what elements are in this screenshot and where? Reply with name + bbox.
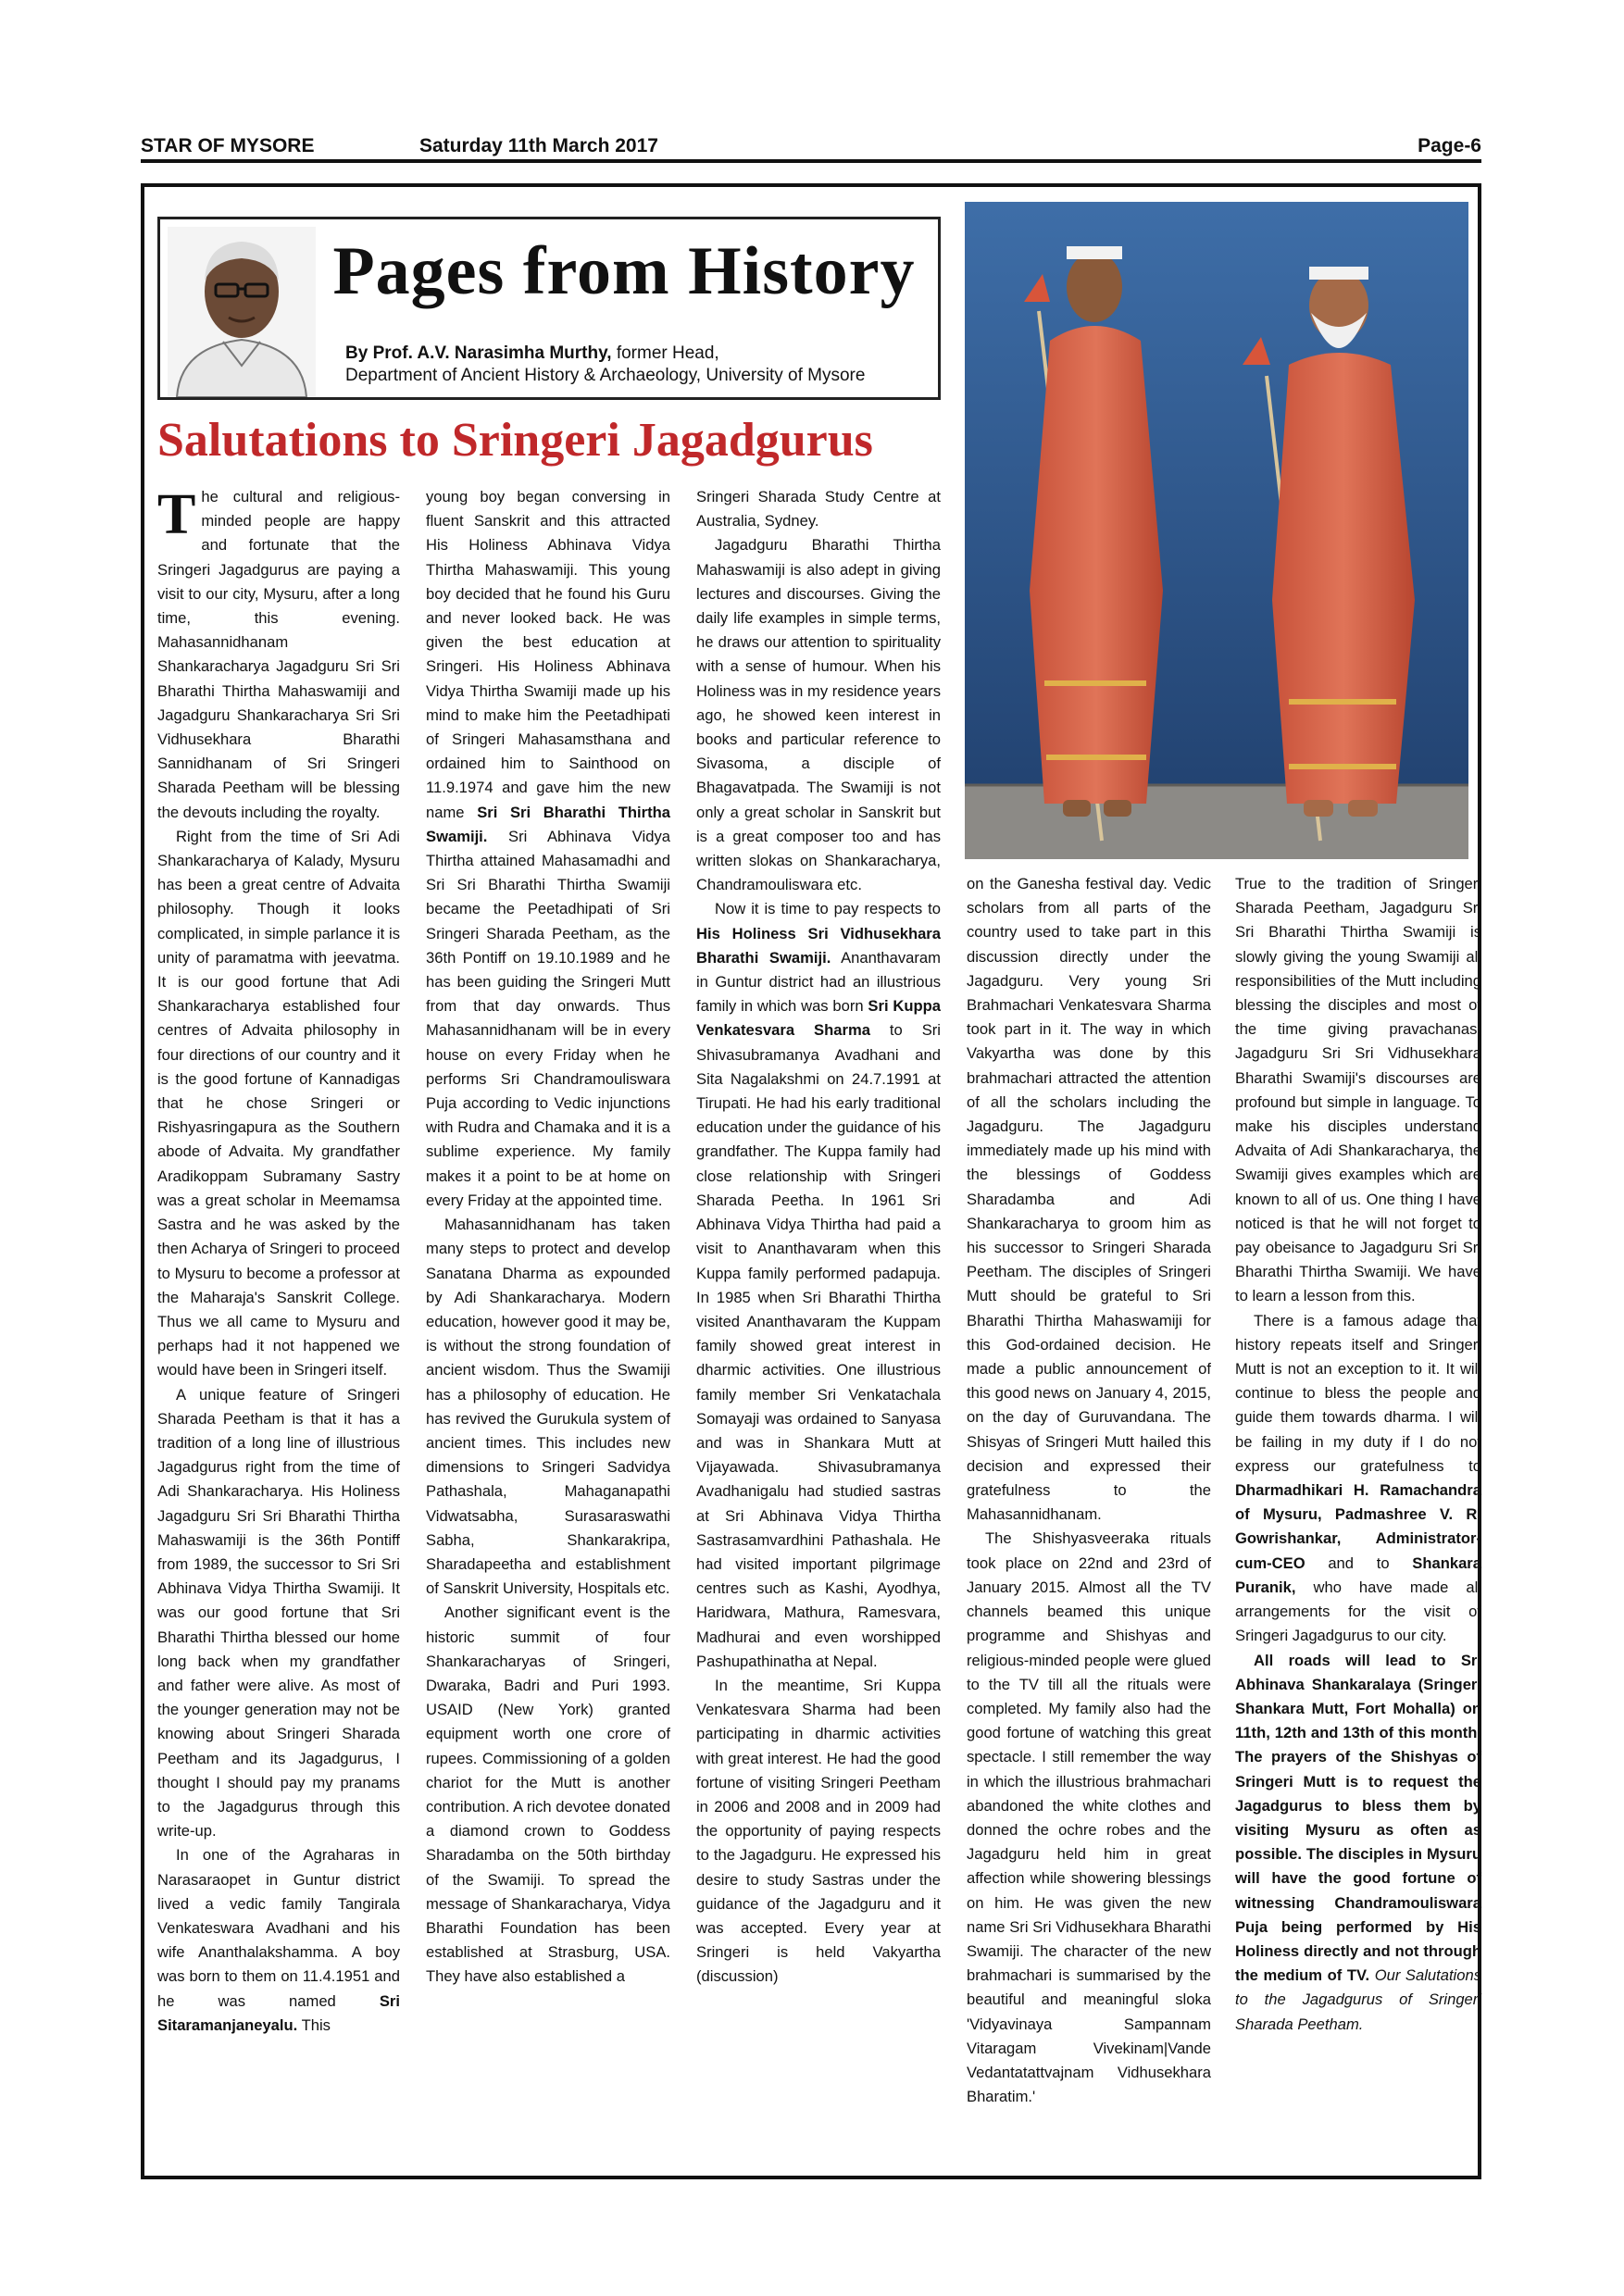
paragraph: Mahasannidhanam has taken many steps to protect and develop Sanatana Dharma as expounded by Adi Shankaracharya. Modern education, however good it may be, is without the strong foundation of ancient wisdom. Thus the Swamiji has a philosophy of education. He has revived the Gurukula system of ancient times. This includes new dimensions to Sringeri Sadvidya Pathashala, Mahaganapathi Vidwatsabha, Surasaraswathi Sabha, Shankarakripa, Sharadapeetha and establishment of Sanskrit University, Hospitals etc. (426, 1216, 670, 1598)
article-column-4 (967, 872, 1211, 2109)
author-portrait (168, 227, 316, 397)
article-column-1 (157, 485, 400, 2038)
page-number: Page-6 (1418, 135, 1481, 156)
paragraph: There is a famous adage that history repeats itself and Sringeri Mutt is not an exception to it. It will continue to bless the people and guide them towards dharma. I will be failing in my duty if I do not express our gratefulness to Dharmadhikari H. Ramachandra of Mysuru, Padmashree V. R. Gowrishankar, Administrator-cum-CEO and to Shankara Puranik, who have made all arrangements for the visit of Sringeri Jagadgurus to our city. (1235, 1311, 1481, 1645)
paragraph: Sringeri Sharada Study Centre at Australia, Sydney. (696, 488, 941, 530)
paragraph: Jagadguru Bharathi Thirtha Mahaswamiji is also adept in giving lectures and discourses. Giving the daily life examples in simple terms, he draws our attention to spirituality with a sense of humour. When his Holiness was in my residence years ago, he showed keen interest in books and particular reference to Sivasoma, a disciple of Bhagavatpada. The Swamiji is not only a great scholar in Sanskrit but is a great composer too and has written slokas on Shankaracharya, Chandramouliswara etc. (696, 536, 941, 894)
paragraph: In the meantime, Sri Kuppa Venkatesvara Sharma had been participating in dharmic activities with great interest. He had the good fortune of visiting Sringeri Peetham in 2006 and 2008 and in 2009 had the opportunity of paying respects to the Jagadguru. He expressed his desire to study Sastras under the guidance of the Jagadguru and it was accepted. Every year at Sringeri is held Vakyartha (discussion) (696, 1676, 941, 1986)
article-column-3 (696, 485, 941, 1990)
author-department: Department of Ancient History & Archaeology, University of Mysore (345, 366, 866, 385)
column-banner (157, 217, 941, 400)
header-rule (141, 159, 1481, 163)
paragraph: Another significant event is the historic summit of four Shankaracharyas of Sringeri, Dwaraka, Badri and Puri 1993. USAID (New York) granted equipment worth one crore of rupees. Commissioning of a golden chariot for the Mutt is another contribution. A rich devotee donated a diamond crown to Goddess Sharadamba on the 50th birthday of the Swamiji. To spread the message of Shankaracharya, Vidya Bharathi Foundation has been established at Strasburg, USA. They have also established a (426, 1603, 670, 1986)
jagadgurus-photo (965, 202, 1468, 859)
paragraph: All roads will lead to Sri Abhinava Shankaralaya (Sringeri Shankara Mutt, Fort Mohalla) on 11th, 12th and 13th of this month. The prayers of the Shishyas of Sringeri Mutt is to request the Jagadgurus to bless them by visiting Mysuru as often as possible. The disciples in Mysuru will have the good fortune of witnessing Chandramouliswara Puja being performed by His Holiness directly and not through the medium of TV. Our Salutations to the Jagadgurus of Sringeri Sharada Peetham. (1235, 1651, 1482, 2033)
paragraph: Now it is time to pay respects to His Holiness Sri Vidhusekhara Bharathi Swamiji. Ananthavaram in Guntur district had an illustrious family in which was born Sri Kuppa Venkatesvara Sharma to Sri Shivasubramanya Avadhani and Sita Nagalakshmi on 24.7.1991 at Tirupati. He had his early traditional education under the guidance of his grandfather. The Kuppa family had close relationship with Sringeri Sharada Peetha. In 1961 Sri Abhinava Vidya Thirtha had paid a visit to Ananthavaram when this Kuppa family performed padapuja. In 1985 when Sri Bharathi Thirtha visited Ananthavaram the Kuppam family showed great interest in dharmic activities. One illustrious family member Sri Venkatachala Somayaji was ordained to Sanyasa and was in Shankara Mutt at Vijayawada. Shivasubramanya Avadhanigalu had studied sastras at Sri Abhinava Vidya Thirtha Sastrasamvardhini Pathashala. He had visited important pilgrimage centres such as Kashi, Ayodhya, Haridwara, Mathura, Ramesvara, Madhurai and even worshipped Pashupathinatha at Nepal. (696, 900, 941, 1670)
drop-cap: T (157, 483, 196, 546)
paragraph: True to the tradition of Sringeri Sharada Peetham, Jagadguru Sri Sri Bharathi Thirtha Swamiji is slowly giving the young Swamiji all responsibilities of the Mutt including blessing the disciples and most of the time giving pravachanas. Jagadguru Sri Sri Vidhusekhara Bharathi Swamiji's discourses are profound but simple in language. To make his disciples understand Advaita of Adi Shankaracharya, the Swamiji gives examples which are known to all of us. One thing I have noticed is that he will not forget to pay obeisance to Jagadguru Sri Sri Bharathi Thirtha Swamiji. We have to learn a lesson from this. (1235, 875, 1481, 1305)
author-role: former Head, (616, 343, 719, 363)
author-byline (345, 343, 719, 364)
paragraph: young boy began conversing in fluent Sanskrit and this attracted His Holiness Abhinava Vidya Thirtha Mahaswamiji. This young boy decided that he found his Guru and never looked back. He was given the best education at Sringeri. His Holiness Abhinava Vidya Thirtha Swamiji made up his mind to make him the Peetadhipati of Sringeri Mahasamsthana and ordained him to Sainthood on 11.9.1974 and gave him the new name Sri Sri Bharathi Thirtha Swamiji. Sri Abhinava Vidya Thirtha attained Mahasamadhi and Sri Sri Bharathi Thirtha Swamiji became the Peetadhipati of Sri Sringeri Sharada Peetham, as the 36th Pontiff on 19.10.1989 and he has been guiding the Sringeri Mutt from that day onwards. Thus Mahasannidhanam will be in every house on every Friday when he performs Sri Chandramouliswara Puja according to Vedic injunctions with Rudra and Chamaka and it is a sublime experience. My family makes it a point to be at home on every Friday at the appointed time. (426, 488, 670, 1209)
paragraph: on the Ganesha festival day. Vedic scholars from all parts of the country used to take part in this discussion directly under the Jagadguru. Very young Sri Brahmachari Venkatesvara Sharma took part in it. The way in which Vakyartha was done by this brahmachari attracted the attention of all the scholars including the Jagadguru. The Jagadguru immediately made up his mind with the blessings of Goddess Sharadamba and Adi Shankaracharya to groom him as his successor to Sringeri Sharada Peetham. The disciples of Sringeri Mutt should be grateful to Sri Bharathi Thirtha Mahaswamiji for this God-ordained decision. He made a public announcement of this good news on January 4, 2015, on the day of Guruvandana. The Shisyas of Sringeri Mutt hailed this decision and expressed their gratefulness to the Mahasannidhanam. (967, 875, 1211, 1524)
paragraph: The cultural and religious-minded people are happy and fortunate that the Sringeri Jagadgurus are paying a visit to our city, Mysuru, after a long time, this evening. Mahasannidhanam Shankaracharya Jagadguru Sri Sri Bharathi Thirtha Mahaswamiji and Jagadguru Shankaracharya Sri Sri Vidhusekhara Bharathi Sannidhanam of Sri Sringeri Sharada Peetham will be blessing the devouts including the royalty. (157, 483, 400, 821)
paragraph: The Shishyasveeraka rituals took place on 22nd and 23rd of January 2015. Almost all the TV channels beamed this unique programme and Shishyas and religious-minded people were glued to the TV till all the rituals were completed. My family also had the good fortune of watching this great spectacle. I still remember the way in which the illustrious brahmachari abandoned the white clothes and donned the ochre robes and the Jagadguru held him in great affection while showering blessings on him. He was given the new name Sri Sri Vidhusekhara Bharathi Swamiji. The character of the new brahmachari is summarised by the beautiful and meaningful sloka 'Vidyavinaya Sampannam Vitaragam Vivekinam|Vande Vedantatattvajnam Vidhusekhara Bharatim.' (967, 1529, 1211, 2106)
issue-date: Saturday 11th March 2017 (419, 135, 658, 156)
author-name: By Prof. A.V. Narasimha Murthy, (345, 343, 612, 363)
paragraph: In one of the Agraharas in Narasaraopet in Guntur district lived a vedic family Tangirala Venkateswara Avadhani and his wife Ananthalakshamma. A boy was born to them on 11.4.1951 and he was named Sri Sitaramanjaneyalu. This (157, 1846, 400, 2034)
article-headline: Salutations to Sringeri Jagadgurus (157, 414, 873, 467)
article-column-5 (1235, 872, 1481, 2037)
paragraph: A unique feature of Sringeri Sharada Peetham is that it has a tradition of a long line of illustrious Jagadgurus right from the time of Adi Shankaracharya. His Holiness Jagadguru Sri Sri Bharathi Thirtha Mahaswamiji is the 36th Pontiff from 1989, the successor to Sri Sri Abhinava Vidya Thirtha Swamiji. It was our good fortune that Sri Bharathi Thirtha blessed our home long back when my grandfather and father were alive. As most of the younger generation may not be knowing about Sringeri Sharada Peetham and its Jagadgurus, I thought I should pay my pranams to the Jagadgurus through this write-up. (157, 1385, 400, 1841)
column-title: Pages from History (332, 233, 916, 309)
newspaper-name: STAR OF MYSORE (141, 135, 315, 156)
paragraph: Right from the time of Sri Adi Shankaracharya of Kalady, Mysuru has been a great centre of Advaita philosophy. Though it looks complicated, in simple parlance it is unity of paramatma with jeevatma. It is our good fortune that Adi Shankaracharya established four centres of Advaita philosophy in four directions of our country and it is the good fortune of Kannadigas that he chose Sringeri or Rishyasringapura as the Southern abode of Advaita. My grandfather Aradikoppam Subramany Sastry was a great scholar in Meemamsa Sastra and he was asked by the then Acharya of Sringeri to proceed to Mysuru to become a professor at the Maharaja's Sanskrit College. Thus we all came to Mysuru and perhaps had it not happened we would have been in Sringeri itself. (157, 827, 400, 1379)
article-column-2 (426, 485, 670, 1990)
